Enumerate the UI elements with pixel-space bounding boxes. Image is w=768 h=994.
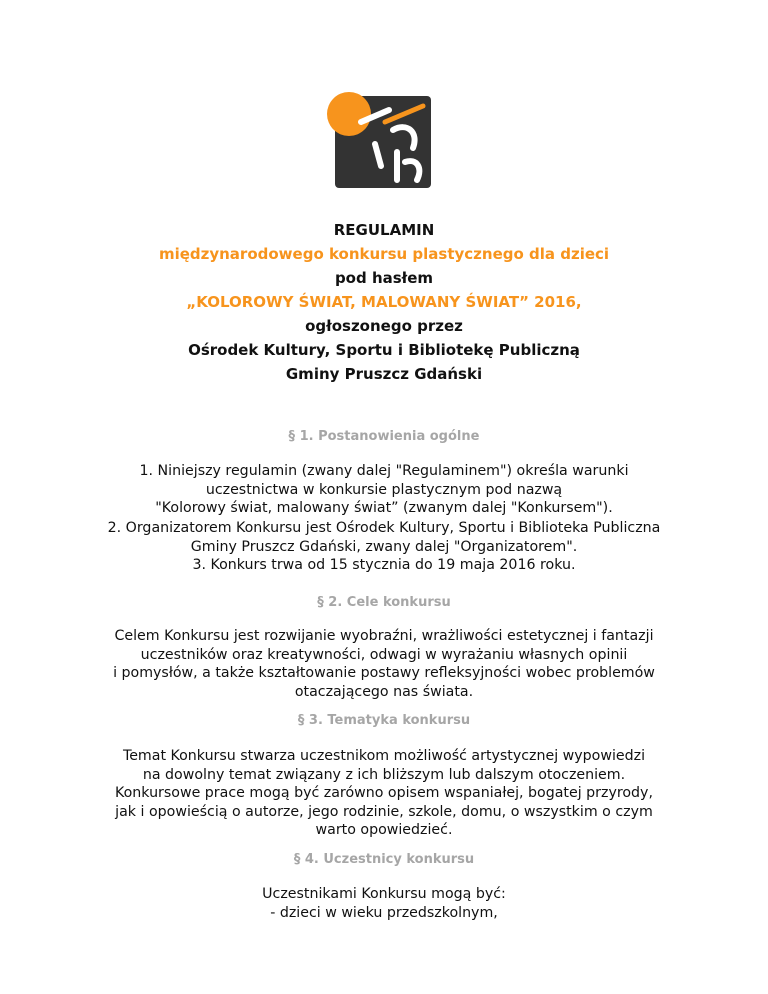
text-line: na dowolny temat związany z ich bliższym lub dalszym otoczeniem. [142,766,626,783]
title-line-5: ogłoszonego przez [305,317,463,335]
text-line: warto opowiedzieć. [315,822,453,838]
text-line: jak i opowieścią o autorze, jego rodzinie, szkole, domu, o wszystkim o czym [115,803,653,820]
section-2-paragraph [40,627,728,701]
text-line: Celem Konkursu jest rozwijanie wyobraźni, wrażliwości estetycznej i fantazji [114,628,654,644]
section-1-paragraph-2 [40,519,728,575]
section-1-paragraph-1 [40,462,728,518]
text-line: 3. Konkurs trwa od 15 stycznia do 19 maja 2016 roku. [192,557,576,573]
section-4-paragraph [40,885,728,922]
section-2-heading: § 2. Cele konkursu [317,595,451,610]
text-line: otaczającego nas świata. [294,683,474,700]
title-line-1: REGULAMIN [333,221,435,239]
title-line-2: międzynarodowego konkursu plastycznego dla dzieci [158,245,610,263]
section-3-heading: § 3. Tematyka konkursu [297,713,471,728]
text-line: - dzieci w wieku przedszkolnym, [270,904,498,921]
text-line: 1. Niniejszy regulamin (zwany dalej "Regulaminem") określa warunki [139,463,629,479]
text-line: Konkursowe prace mogą być zarówno opisem wspaniałej, bogatej przyrody, [115,785,653,801]
title-line-7: Gminy Pruszcz Gdański [285,365,483,383]
text-line: i pomysłów, a także kształtowanie postawy refleksyjności wobec problemów [113,665,655,681]
text-line: uczestników oraz kreatywności, odwagi w wyrażaniu własnych opinii [140,646,628,663]
text-line: Gminy Pruszcz Gdański, zwany dalej "Organizatorem". [190,538,578,555]
title-line-6: Ośrodek Kultury, Sportu i Bibliotekę Publiczną [188,341,580,359]
title-line-4: „KOLOROWY ŚWIAT, MALOWANY ŚWIAT” 2016, [186,293,582,311]
logo-orange-circle [327,92,371,136]
text-line: Temat Konkursu stwarza uczestnikom możliwość artystycznej wypowiedzi [122,748,646,764]
text-line: Uczestnikami Konkursu mogą być: [262,886,506,902]
section-1-heading: § 1. Postanowienia ogólne [288,429,480,444]
text-line: "Kolorowy świat, malowany świat” (zwanym dalej "Konkursem"). [155,500,613,516]
section-3-paragraph [40,747,728,840]
text-line: uczestnictwa w konkursie plastycznym pod nazwą [205,481,563,498]
section-4-heading: § 4. Uczestnicy konkursu [293,852,475,867]
organizer-logo [327,92,435,190]
document-title [40,218,728,386]
text-line: 2. Organizatorem Konkursu jest Ośrodek Kultury, Sportu i Biblioteka Publiczna [107,520,661,536]
title-line-3: pod hasłem [334,269,434,287]
